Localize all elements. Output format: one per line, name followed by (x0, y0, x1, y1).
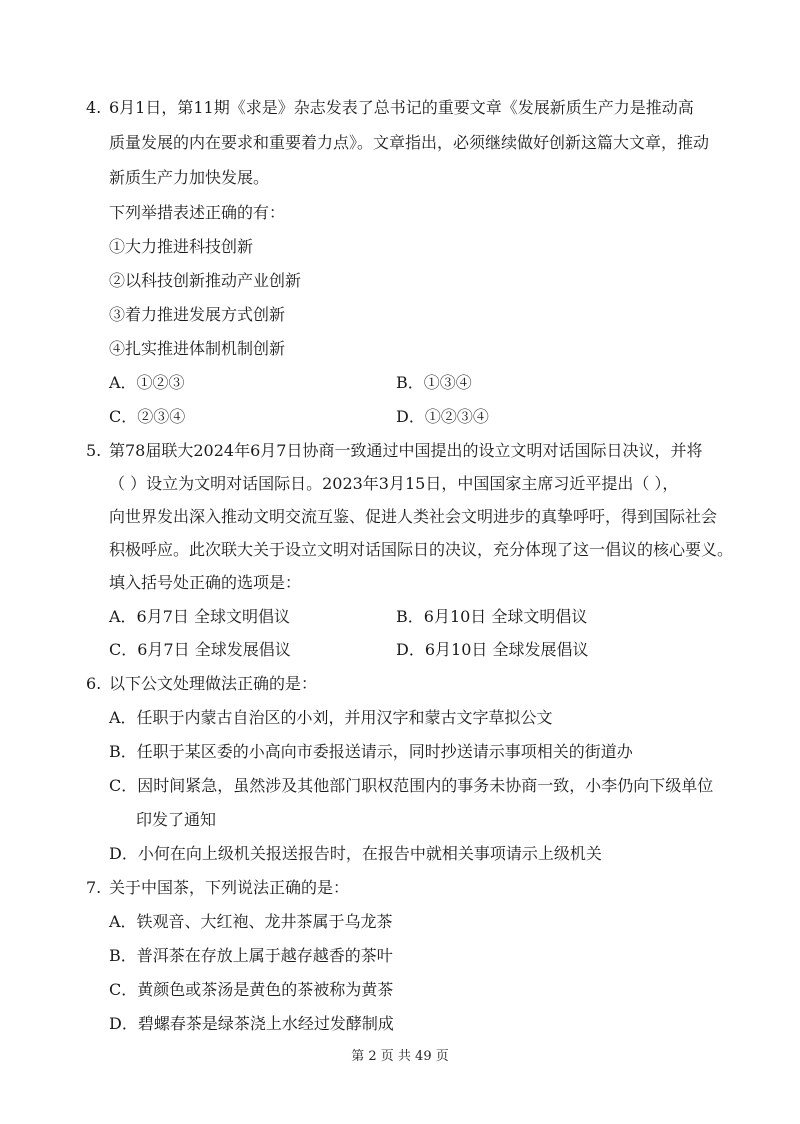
statement-item: ③着力推进发展方式创新 (109, 305, 286, 324)
question-stem-line: 填入括号处正确的选项是： (109, 573, 302, 592)
question-stem-line: 第78届联大2024年6月7日协商一致通过中国提出的设立文明对话国际日决议，并将 (109, 441, 703, 460)
option-d[interactable]: D．碧螺春茶是绿茶浇上水经过发酵制成 (109, 1014, 394, 1033)
option-c[interactable]: C．②③④ (109, 407, 186, 426)
question-number: 6. (86, 674, 102, 693)
option-c[interactable]: C．6月7日 全球发展倡议 (109, 640, 291, 659)
question-stem-line: 积极呼应。此次联大关于设立文明对话国际日的决议，充分体现了这一倡议的核心要义。 (109, 540, 734, 559)
option-d[interactable]: D．小何在向上级机关报送报告时，在报告中就相关事项请示上级机关 (109, 844, 602, 863)
question-stem-line: 以下公文处理做法正确的是： (109, 674, 318, 693)
question-stem-line: 6月1日，第11期《求是》杂志发表了总书记的重要文章《发展新质生产力是推动高 (109, 98, 694, 117)
question-number: 7. (86, 878, 102, 897)
page-footer: 第 2 页 共 49 页 (351, 1049, 449, 1064)
option-d[interactable]: D．6月10日 全球发展倡议 (396, 640, 589, 659)
question-number: 4. (86, 98, 102, 117)
option-d[interactable]: D．①②③④ (396, 407, 489, 426)
question-stem-line: （ ）设立为文明对话国际日。2023年3月15日，中国国家主席习近平提出（ ）， (109, 474, 679, 493)
statement-item: ②以科技创新推动产业创新 (109, 271, 302, 290)
question-stem-line: 向世界发出深入推动文明交流互鉴、促进人类社会文明进步的真挚呼吁，得到国际社会 (109, 507, 718, 526)
question-stem-line: 关于中国茶，下列说法正确的是： (109, 878, 350, 897)
option-b[interactable]: B．①③④ (396, 373, 472, 392)
option-b[interactable]: B．6月10日 全球文明倡议 (396, 607, 588, 626)
option-a[interactable]: A．任职于内蒙古自治区的小刘，并用汉字和蒙古文字草拟公文 (109, 708, 553, 727)
option-a[interactable]: A．6月7日 全球文明倡议 (109, 607, 291, 626)
option-b[interactable]: B．任职于某区委的小高向市委报送请示，同时抄送请示事项相关的街道办 (109, 742, 633, 761)
option-b[interactable]: B．普洱茶在存放上属于越存越香的茶叶 (109, 946, 393, 965)
question-stem-line: 质量发展的内在要求和重要着力点》。文章指出，必须继续做好创新这篇大文章，推动 (109, 133, 710, 152)
option-a[interactable]: A．铁观音、大红袍、龙井茶属于乌龙茶 (109, 912, 393, 931)
question-stem-line: 下列举措表述正确的有： (109, 203, 286, 222)
option-a[interactable]: A．①②③ (109, 373, 185, 392)
option-c[interactable]: C．黄颜色或茶汤是黄色的茶被称为黄茶 (109, 980, 394, 999)
option-c[interactable]: C．因时间紧急，虽然涉及其他部门职权范围内的事务未协商一致，小李仍向下级单位 (109, 776, 714, 795)
statement-item: ①大力推进科技创新 (109, 237, 254, 256)
statement-item: ④扎实推进体制机制创新 (109, 339, 286, 358)
question-number: 5. (86, 441, 102, 460)
option-c-continuation: 印发了通知 (136, 810, 217, 829)
question-stem-line: 新质生产力加快发展。 (109, 168, 270, 187)
